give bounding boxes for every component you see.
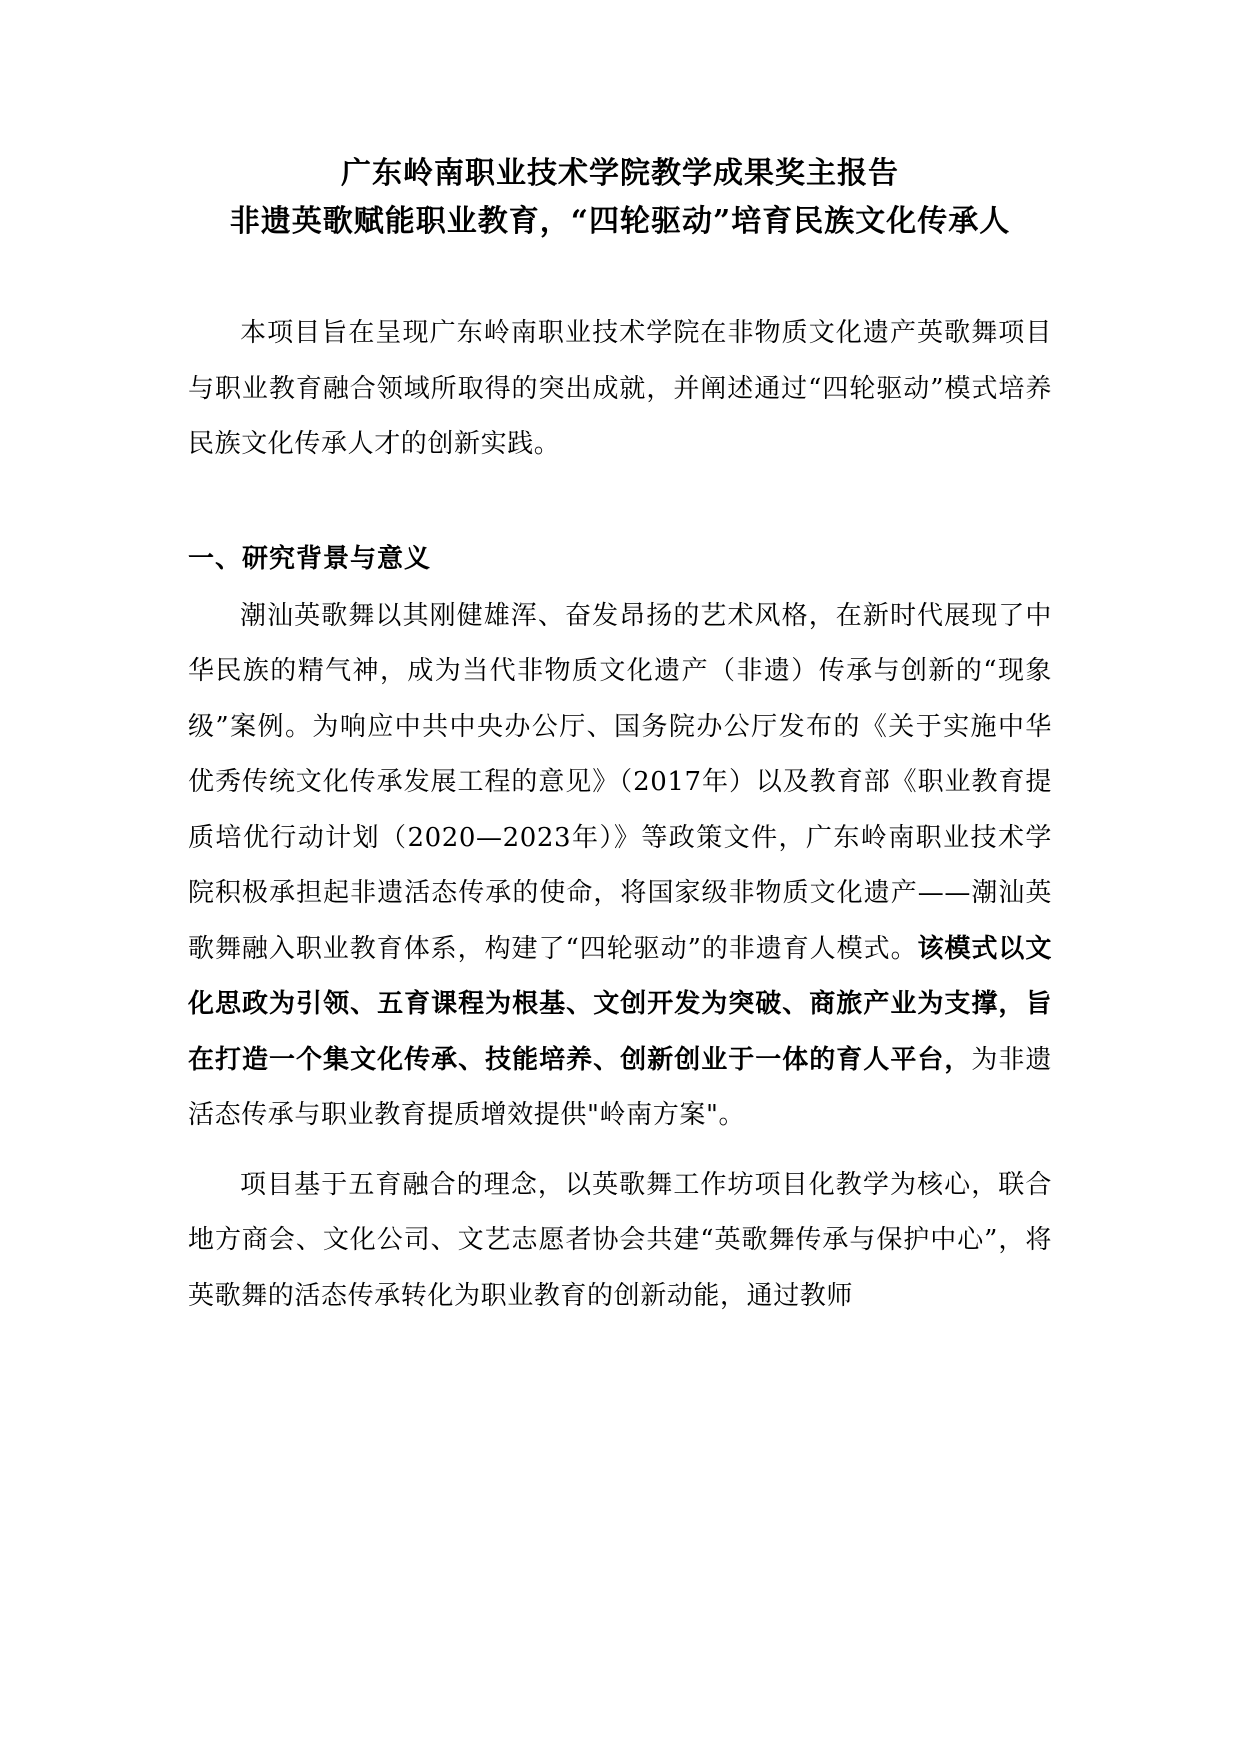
background-paragraph <box>188 589 1052 1144</box>
document-body <box>188 150 1052 1324</box>
project-paragraph: 项目基于五育融合的理念，以英歌舞工作坊项目化教学为核心，联合地方商会、文化公司、文艺志愿者协会共建“英歌舞传承与保护中心”，将英歌舞的活态传承转化为职业教育的创新动能，通过教师 <box>188 1169 1052 1311</box>
paragraph-gap <box>188 1144 1052 1158</box>
report-title: 广东岭南职业技术学院教学成果奖主报告 <box>341 156 899 191</box>
intro-paragraph: 本项目旨在呈现广东岭南职业技术学院在非物质文化遗产英歌舞项目与职业教育融合领域所取得的突出成就，并阐述通过“四轮驱动”模式培养民族文化传承人才的创新实践。 <box>188 318 1052 459</box>
report-subtitle: 非遗英歌赋能职业教育，“四轮驱动”培育民族文化传承人 <box>229 204 1011 239</box>
model-summary-bold: 该模式以文化思政为引领、五育课程为根基、文创开发为突破、商旅产业为支撑，旨在打造一个集文化传承、技能培养、创新创业于一体的育人平台， <box>188 933 1052 1075</box>
section-heading: 一、研究背景与意义 <box>188 543 432 574</box>
section-spacer <box>188 473 1052 529</box>
background-text-end: 为非遗活态传承与职业教育提质增效提供"岭南方案"。 <box>188 1044 1052 1130</box>
background-text-start: 潮汕英歌舞以其刚健雄浑、奋发昂扬的艺术风格，在新时代展现了中华民族的精气神，成为当代非物质文化遗产（非遗）传承与创新的“现象级”案例。为响应中共中央办公厅、国务院办公厅发布的《关于实施中华优秀传统文化传承发展工程的意见》（2017年）以及教育部《职业教育提质培优行动计划（2020—2023年）》等政策文件，广东岭南职业技术学院积极承担起非遗活态传承的使命，将国家级非物质文化遗产——潮汕英歌舞融入职业教育体系，构建了“四轮驱动”的非遗育人模式。 <box>188 600 1052 964</box>
